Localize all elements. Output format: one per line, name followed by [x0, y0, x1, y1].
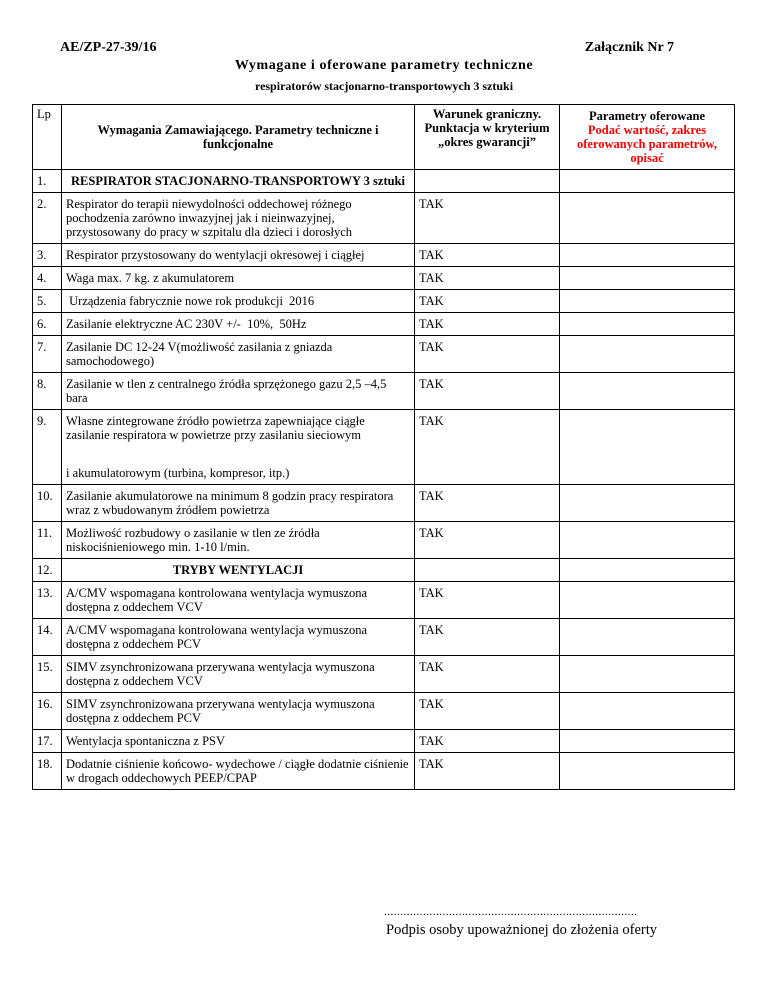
offered-value-cell — [560, 313, 735, 336]
row-requirement: Zasilanie elektryczne AC 230V +/- 10%, 50Hz — [62, 313, 415, 336]
section-heading: TRYBY WENTYLACJI — [62, 559, 415, 582]
row-lp: 5. — [33, 290, 62, 313]
row-requirement: SIMV zsynchronizowana przerywana wentylacja wymuszona dostępna z oddechem VCV — [62, 656, 415, 693]
row-requirement: Wentylacja spontaniczna z PSV — [62, 730, 415, 753]
row-condition: TAK — [415, 336, 560, 373]
table-row-continuation — [33, 462, 735, 485]
row-condition: TAK — [415, 244, 560, 267]
row-condition: TAK — [415, 193, 560, 244]
offered-value-cell — [560, 730, 735, 753]
row-requirement: Własne zintegrowane źródło powietrza zapewniające ciągłe zasilanie respiratora w powietrze przy zasilaniu sieciowym — [62, 410, 415, 463]
offered-value-cell — [560, 462, 735, 485]
row-lp: 18. — [33, 753, 62, 790]
row-condition: TAK — [415, 693, 560, 730]
table-row — [33, 693, 735, 730]
row-requirement: A/CMV wspomagana kontrolowana wentylacja wymuszona dostępna z oddechem PCV — [62, 619, 415, 656]
table-row — [33, 193, 735, 244]
row-requirement: Respirator przystosowany do wentylacji okresowej i ciągłej — [62, 244, 415, 267]
row-condition: TAK — [415, 730, 560, 753]
table-row — [33, 753, 735, 790]
offered-value-cell — [560, 619, 735, 656]
attachment-number: Załącznik Nr 7 — [584, 40, 674, 55]
offered-value-cell — [560, 656, 735, 693]
offered-value-cell — [560, 244, 735, 267]
row-condition: TAK — [415, 656, 560, 693]
table-row — [33, 336, 735, 373]
table-row — [33, 313, 735, 336]
row-lp: 4. — [33, 267, 62, 290]
row-lp: 11. — [33, 522, 62, 559]
row-requirement: Możliwość rozbudowy o zasilanie w tlen ze źródła niskociśnieniowego min. 1-10 l/min. — [62, 522, 415, 559]
table-row — [33, 170, 735, 193]
offered-value-cell — [560, 373, 735, 410]
row-lp: 17. — [33, 730, 62, 753]
table-row — [33, 656, 735, 693]
row-requirement: Respirator do terapii niewydolności oddechowej różnego pochodzenia zarówno inwazyjnej jak i nieinwazyjnej, przystosowany do pracy w szpitalu dla dzieci i dorosłych — [62, 193, 415, 244]
offered-value-cell — [560, 267, 735, 290]
row-lp: 15. — [33, 656, 62, 693]
header-lp: Lp — [33, 105, 62, 170]
row-lp — [33, 462, 62, 485]
document-reference: AE/ZP-27-39/16 — [60, 40, 157, 55]
row-condition: TAK — [415, 582, 560, 619]
row-lp: 1. — [33, 170, 62, 193]
offered-value-cell — [560, 693, 735, 730]
row-requirement: i akumulatorowym (turbina, kompresor, itp.) — [62, 462, 415, 485]
row-requirement: Zasilanie DC 12-24 V(możliwość zasilania z gniazda samochodowego) — [62, 336, 415, 373]
row-lp: 14. — [33, 619, 62, 656]
row-condition: TAK — [415, 313, 560, 336]
row-lp: 7. — [33, 336, 62, 373]
table-row — [33, 730, 735, 753]
row-condition: TAK — [415, 373, 560, 410]
row-requirement: SIMV zsynchronizowana przerywana wentylacja wymuszona dostępna z oddechem PCV — [62, 693, 415, 730]
row-condition — [415, 170, 560, 193]
offered-value-cell — [560, 410, 735, 463]
row-requirement: Dodatnie ciśnienie końcowo- wydechowe / ciągłe dodatnie ciśnienie w drogach oddechowych PEEP/CPAP — [62, 753, 415, 790]
row-lp: 9. — [33, 410, 62, 463]
table-row — [33, 559, 735, 582]
row-lp: 10. — [33, 485, 62, 522]
signature-line: .............................................................................. — [384, 906, 638, 918]
table-row — [33, 485, 735, 522]
row-condition: TAK — [415, 619, 560, 656]
document-title: Wymagane i oferowane parametry techniczne — [234, 58, 534, 73]
row-condition: TAK — [415, 267, 560, 290]
row-condition: TAK — [415, 753, 560, 790]
parameters-table — [32, 104, 735, 790]
table-header-row — [33, 105, 735, 170]
row-condition: TAK — [415, 290, 560, 313]
row-condition: TAK — [415, 485, 560, 522]
document-subtitle: respiratorów stacjonarno-transportowych 3 sztuki — [254, 79, 514, 93]
header-offered-note: Podać wartość, zakres oferowanych parametrów, opisać — [576, 123, 718, 165]
table-row — [33, 373, 735, 410]
row-condition: TAK — [415, 522, 560, 559]
table-row — [33, 522, 735, 559]
row-requirement: Zasilanie akumulatorowe na minimum 8 godzin pracy respiratora wraz z wbudowanym źródłem powietrza — [62, 485, 415, 522]
offered-value-cell — [560, 290, 735, 313]
offered-value-cell — [560, 559, 735, 582]
offered-value-cell — [560, 753, 735, 790]
offered-value-cell — [560, 193, 735, 244]
offered-value-cell — [560, 336, 735, 373]
table-row — [33, 582, 735, 619]
row-requirement: A/CMV wspomagana kontrolowana wentylacja wymuszona dostępna z oddechem VCV — [62, 582, 415, 619]
table-row — [33, 267, 735, 290]
row-lp: 6. — [33, 313, 62, 336]
offered-value-cell — [560, 485, 735, 522]
header-offered-title: Parametry oferowane — [588, 109, 706, 123]
row-lp: 13. — [33, 582, 62, 619]
table-row — [33, 619, 735, 656]
row-lp: 2. — [33, 193, 62, 244]
row-lp: 12. — [33, 559, 62, 582]
signature-label: Podpis osoby upoważnionej do złożenia oferty — [386, 922, 658, 938]
offered-value-cell — [560, 522, 735, 559]
row-lp: 16. — [33, 693, 62, 730]
header-requirements: Wymagania Zamawiającego. Parametry techniczne i funkcjonalne — [62, 105, 415, 170]
row-condition — [415, 462, 560, 485]
row-lp: 3. — [33, 244, 62, 267]
table-row — [33, 410, 735, 463]
row-requirement: Zasilanie w tlen z centralnego źródła sprzężonego gazu 2,5 –4,5 bara — [62, 373, 415, 410]
section-heading: RESPIRATOR STACJONARNO-TRANSPORTOWY 3 sztuki — [62, 170, 415, 193]
table-row — [33, 290, 735, 313]
row-requirement: Urządzenia fabrycznie nowe rok produkcji 2016 — [62, 290, 415, 313]
row-condition: TAK — [415, 410, 560, 463]
table-row — [33, 244, 735, 267]
offered-value-cell — [560, 582, 735, 619]
header-condition: Warunek graniczny. Punktacja w kryterium „okres gwarancji” — [415, 105, 560, 170]
offered-value-cell — [560, 170, 735, 193]
header-offered — [560, 105, 735, 170]
row-lp: 8. — [33, 373, 62, 410]
row-requirement: Waga max. 7 kg. z akumulatorem — [62, 267, 415, 290]
row-condition — [415, 559, 560, 582]
